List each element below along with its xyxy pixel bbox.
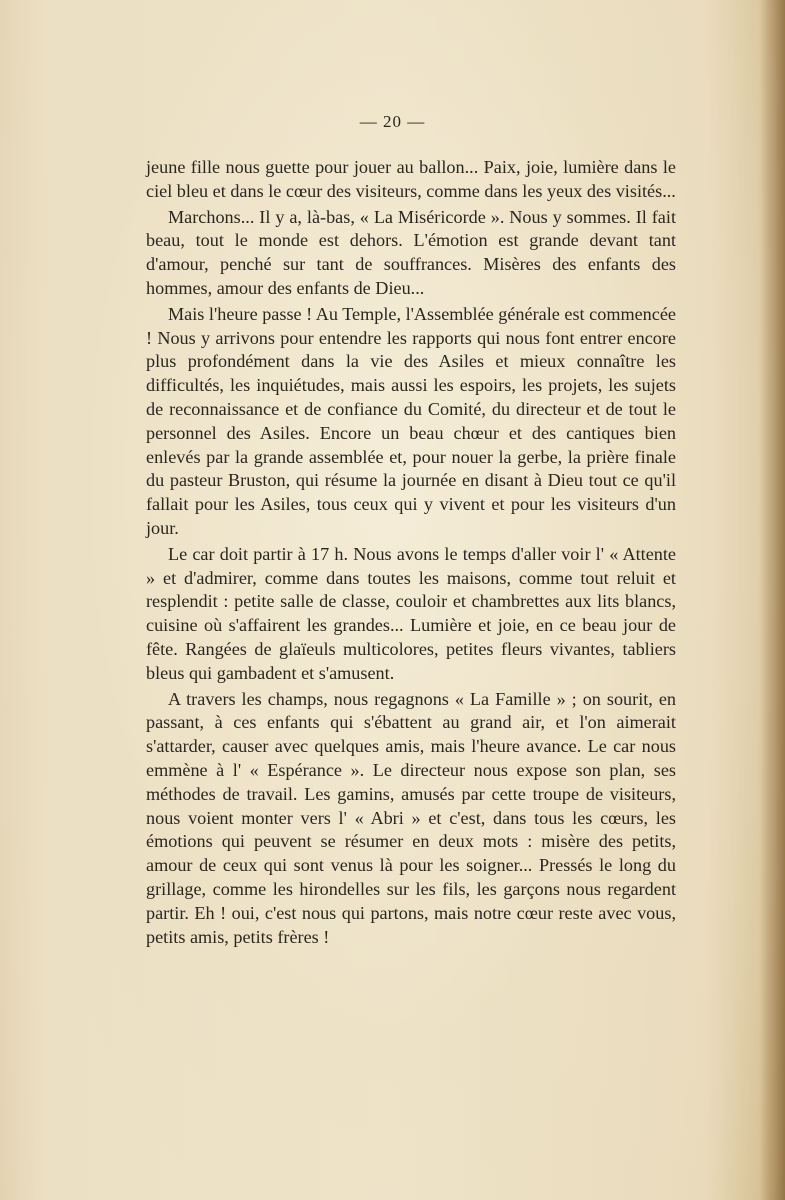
page-number: — 20 — xyxy=(359,112,426,131)
paragraph: Marchons... Il y a, là-bas, « La Miséricorde ». Nous y sommes. Il fait beau, tout le monde est dehors. L'émotion est grande devant tant d'amour, penché sur tant de souffrances. Misères des enfants des hommes, amour des enfants de Dieu... xyxy=(146,206,676,298)
body-text xyxy=(146,156,676,949)
paragraph: A travers les champs, nous regagnons « La Famille » ; on sourit, en passant, à ces enfants qui s'ébattent au grand air, et l'on aimerait s'attarder, causer avec quelques amis, mais l'heure avance. Le car nous emmène à l' « Espérance ». Le directeur nous expose son plan, ses méthodes de travail. Les gamins, amusés par cette troupe de visiteurs, nous voient monter vers l' « Abri » et c'est, dans tous les cœurs, les émotions qui peuvent se résumer en deux mots : misère des petits, amour de ceux qui sont venus là pour les soigner... Pressés le long du grillage, comme les hirondelles sur les fils, les garçons nous regardent partir. Eh ! oui, c'est nous qui partons, mais notre cœur reste avec vous, petits amis, petits frères ! xyxy=(146,688,676,947)
paragraph: Le car doit partir à 17 h. Nous avons le temps d'aller voir l' « Attente » et d'admirer, comme dans toutes les maisons, comme tout reluit et resplendit : petite salle de classe, couloir et chambrettes aux lits blancs, cuisine où s'affairent les grandes... Lumière et joie, en ce beau jour de fête. Rangées de glaïeuls multicolores, petites fleurs vivantes, tabliers bleus qui gambadent et s'amusent. xyxy=(146,543,676,683)
paragraph: jeune fille nous guette pour jouer au ballon... Paix, joie, lumière dans le ciel bleu et dans le cœur des visiteurs, comme dans les yeux des visités... xyxy=(146,157,676,201)
paragraph: Mais l'heure passe ! Au Temple, l'Assemblée générale est commencée ! Nous y arrivons pour entendre les rapports qui nous font entrer encore plus profondément dans la vie des Asiles et mieux connaître les difficultés, les inquiétudes, mais aussi les espoirs, les projets, les sujets de reconnaissance et de confiance du Comité, du directeur et de tout le personnel des Asiles. Encore un beau chœur et des cantiques bien enlevés par la grande assemblée et, pour nouer la gerbe, la prière finale du pasteur Bruston, qui résume la journée en disant à Dieu tout ce qu'il fallait pour les Asiles, tous ceux qui y vivent et pour les visiteurs d'un jour. xyxy=(146,303,676,538)
